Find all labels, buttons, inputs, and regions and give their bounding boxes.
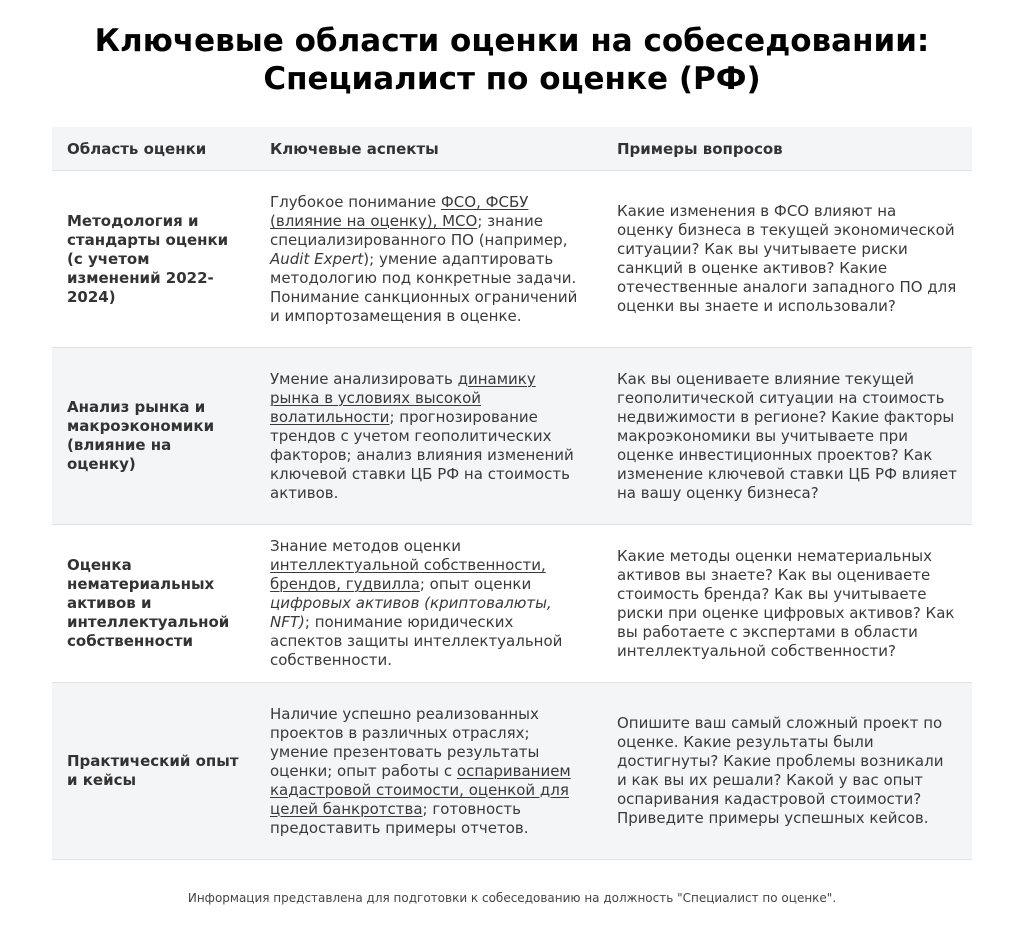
table-row: [52, 525, 972, 683]
header-aspects: Ключевые аспекты: [255, 127, 602, 171]
aspects-text: ; опыт оценки: [419, 575, 532, 593]
aspects-italic-text: цифровых активов (криптовалюты, NFT): [270, 594, 552, 631]
questions-cell: Как вы оцениваете влияние текущей геополитической ситуации на стоимость недвижимости в регионе? Какие факторы макроэкономики вы учитываете при оценке инвестиционных проектов? Как изменение ключевой ставки ЦБ РФ влияет на вашу оценку бизнеса?: [602, 348, 972, 525]
aspects-underlined-text: интеллектуальной собственности, брендов, гудвилла: [270, 556, 546, 593]
aspects-text: ; готовность предоставить примеры отчетов.: [270, 799, 529, 837]
footer-note: Информация представлена для подготовки к собеседованию на должность "Специалист по оценке".: [187, 891, 837, 905]
questions-cell: Какие методы оценки нематериальных активов вы знаете? Как вы оцениваете стоимость бренда? Как вы учитываете риски при оценке цифровых активов? Как вы работаете с экспертами в области интеллектуальной собственности?: [602, 525, 972, 683]
header-questions: Примеры вопросов: [602, 127, 972, 171]
aspects-text: Умение анализировать: [270, 369, 458, 388]
header-area: Область оценки: [52, 127, 255, 171]
aspects-cell: [255, 683, 602, 860]
table-row: [52, 683, 972, 860]
aspects-text: Наличие успешно реализованных проектов в различных отраслях; умение презентовать результаты оценки; опыт работы с: [270, 704, 540, 780]
aspects-cell: [255, 348, 602, 525]
page-title: [0, 22, 1024, 98]
page-title-line-1: Ключевые области оценки на собеседовании:: [94, 23, 930, 59]
aspects-text: ; понимание юридических аспектов защиты интеллектуальной собственности.: [270, 613, 563, 669]
questions-cell: Опишите ваш самый сложный проект по оценке. Какие результаты были достигнуты? Какие проблемы возникали и как вы их решали? Какой у вас опыт оспаривания кадастровой стоимости? Приведите примеры успешных кейсов.: [602, 683, 972, 860]
page-title-line-2: Специалист по оценке (РФ): [263, 61, 761, 97]
aspects-cell: [255, 171, 602, 348]
area-cell: Анализ рынка и макроэкономики (влияние на оценку): [52, 348, 255, 525]
table-row: [52, 171, 972, 348]
aspects-underlined-text: оспариванием кадастровой стоимости, оценкой для целей банкротства: [270, 761, 571, 818]
aspects-text: Глубокое понимание: [270, 192, 441, 211]
table-header-row: [52, 127, 972, 171]
aspects-italic-text: Audit Expert: [270, 249, 364, 268]
aspects-text: Знание методов оценки: [270, 537, 462, 555]
questions-cell: Какие изменения в ФСО влияют на оценку бизнеса в текущей экономической ситуации? Как вы учитываете риски санкций в оценке активов? Какие отечественные аналоги западного ПО для оценки вы знаете и использовали?: [602, 171, 972, 348]
aspects-underlined-text: ФСО, ФСБУ (влияние на оценку), МСО: [270, 192, 529, 230]
aspects-text: ); умение адаптировать методологию под конкретные задачи. Понимание санкционных ограничений и импортозамещения в оценке.: [270, 249, 578, 325]
aspects-text: ; знание специализированного ПО (например,: [270, 211, 568, 249]
area-cell: Практический опыт и кейсы: [52, 683, 255, 860]
evaluation-areas-table: [52, 127, 972, 860]
aspects-cell: [255, 525, 602, 683]
table-row: [52, 348, 972, 525]
aspects-text: ; прогнозирование трендов с учетом геополитических факторов; анализ влияния изменений ключевой ставки ЦБ РФ на стоимость активов.: [270, 407, 574, 502]
aspects-underlined-text: динамику рынка в условиях высокой волатильности: [270, 369, 536, 426]
area-cell: Методология и стандарты оценки (с учетом изменений 2022-2024): [52, 171, 255, 348]
area-cell: Оценка нематериальных активов и интеллектуальной собственности: [52, 525, 255, 683]
